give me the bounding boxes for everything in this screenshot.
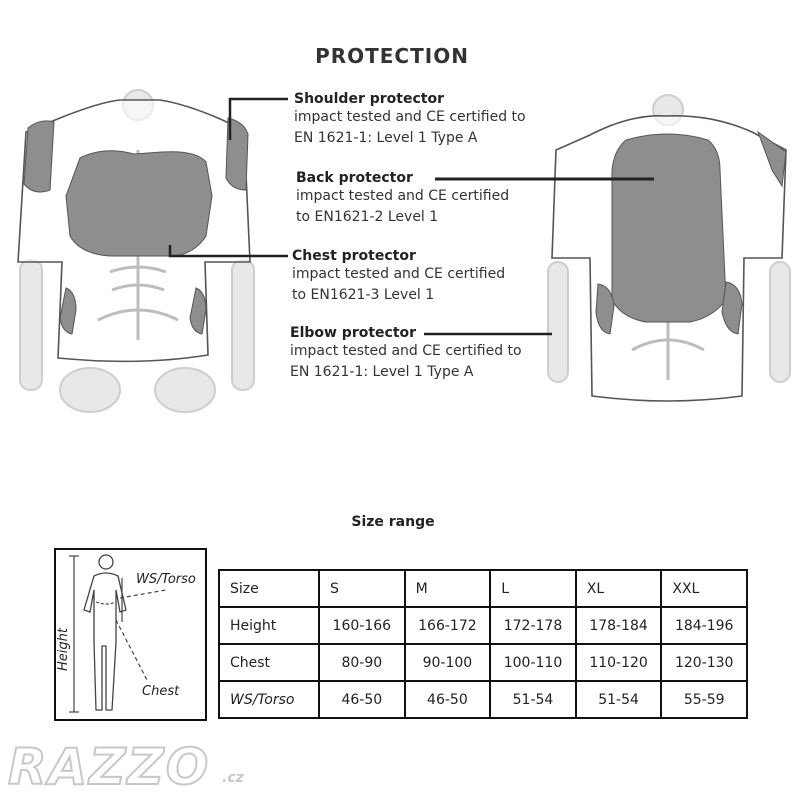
table-cell: S <box>319 570 405 607</box>
callout-line: impact tested and CE certified to <box>290 343 522 359</box>
table-cell: Chest <box>219 644 319 681</box>
table-cell: 172-178 <box>490 607 576 644</box>
table-cell: Height <box>219 607 319 644</box>
callout-chest-protector <box>292 248 505 306</box>
callout-heading: Elbow protector <box>290 325 417 341</box>
table-cell: 46-50 <box>319 681 405 718</box>
callout-heading: Chest protector <box>292 248 416 264</box>
chest-label: Chest <box>142 684 180 699</box>
table-row <box>219 644 747 681</box>
callout-elbow-protector <box>290 325 522 383</box>
size-range-title: Size range <box>351 514 435 530</box>
table-cell: 184-196 <box>661 607 747 644</box>
table-cell: 46-50 <box>405 681 491 718</box>
table-cell: XL <box>576 570 662 607</box>
table-cell: 100-110 <box>490 644 576 681</box>
table-cell: 178-184 <box>576 607 662 644</box>
callout-line: EN 1621-1: Level 1 Type A <box>294 130 478 146</box>
table-cell: 51-54 <box>490 681 576 718</box>
callout-line: to EN1621-3 Level 1 <box>292 287 435 303</box>
callout-line: impact tested and CE certified <box>296 188 510 204</box>
table-cell: 166-172 <box>405 607 491 644</box>
table-cell: Size <box>219 570 319 607</box>
table-cell: 90-100 <box>405 644 491 681</box>
callout-heading: Shoulder protector <box>294 91 444 107</box>
table-cell: M <box>405 570 491 607</box>
table-cell: XXL <box>661 570 747 607</box>
callout-line: impact tested and CE certified to <box>294 109 526 125</box>
table-cell: 55-59 <box>661 681 747 718</box>
callout-line: EN 1621-1: Level 1 Type A <box>290 364 474 380</box>
callout-heading: Back protector <box>296 170 413 186</box>
callout-line: to EN1621-2 Level 1 <box>296 209 439 225</box>
table-cell: 160-166 <box>319 607 405 644</box>
brand-tld: .cz <box>222 770 244 786</box>
table-cell: 80-90 <box>319 644 405 681</box>
callout-back-protector <box>296 170 509 228</box>
measurement-figure <box>54 548 207 721</box>
table-cell: 120-130 <box>661 644 747 681</box>
page-title: PROTECTION <box>315 44 469 68</box>
torso-label: WS/Torso <box>136 572 196 587</box>
size-table <box>218 569 748 719</box>
table-cell: 110-120 <box>576 644 662 681</box>
height-label: Height <box>55 628 71 671</box>
table-cell: L <box>490 570 576 607</box>
front-figure <box>18 90 254 412</box>
table-row <box>219 570 747 607</box>
callout-line: impact tested and CE certified <box>292 266 506 282</box>
table-cell: WS/Torso <box>219 681 319 718</box>
table-row <box>219 681 747 718</box>
table-cell: 51-54 <box>576 681 662 718</box>
table-row <box>219 607 747 644</box>
callout-shoulder-protector <box>294 91 526 149</box>
brand-logo: RAZZO <box>8 738 211 796</box>
back-figure <box>548 95 790 401</box>
